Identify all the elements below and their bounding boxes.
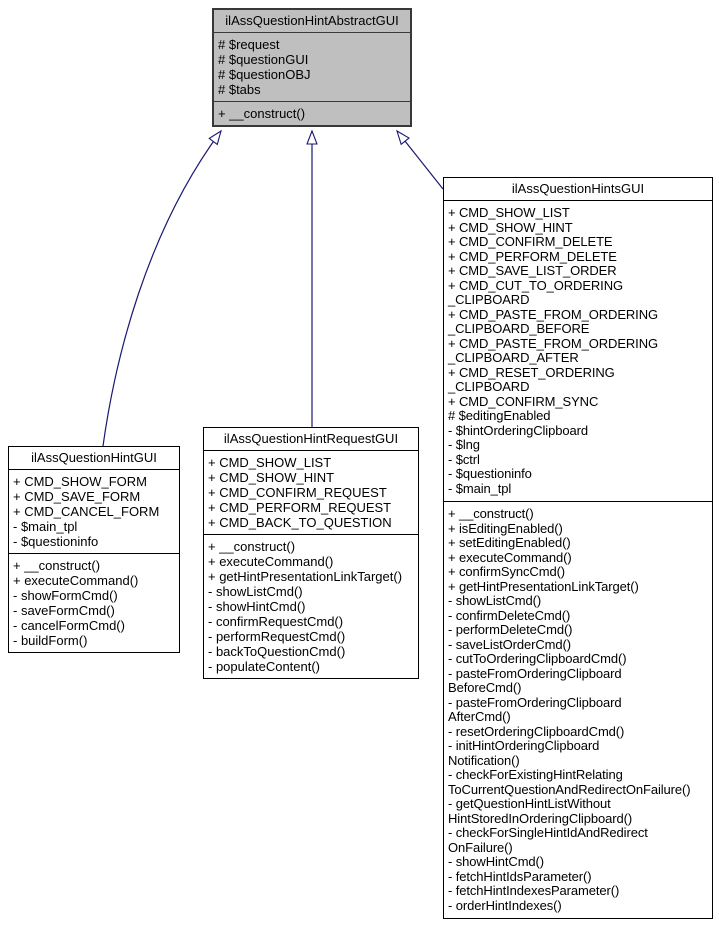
- class-member: + __construct(): [208, 539, 296, 554]
- class-member: _CLIPBOARD_AFTER: [448, 350, 579, 365]
- class-member: # $editingEnabled: [448, 408, 551, 423]
- class-member: + CMD_CONFIRM_DELETE: [448, 234, 613, 249]
- class-member: ToCurrentQuestionAndRedirectOnFailure(): [448, 781, 691, 797]
- class-member: - pasteFromOrderingClipboard: [448, 665, 622, 681]
- class-member: BeforeCmd(): [448, 680, 522, 695]
- class-member: + CMD_CANCEL_FORM: [13, 504, 160, 519]
- class-member: + isEditingEnabled(): [448, 520, 563, 536]
- class-member: - $questioninfo: [448, 466, 532, 481]
- class-member: - showFormCmd(): [13, 588, 118, 603]
- class-member: _CLIPBOARD: [448, 379, 530, 394]
- class-member: + CMD_CUT_TO_ORDERING: [448, 277, 623, 293]
- class-member: + confirmSyncCmd(): [448, 564, 566, 579]
- class-member: + CMD_RESET_ORDERING: [448, 364, 615, 380]
- class-member: - populateContent(): [208, 659, 321, 674]
- class-member: - fetchHintIndexesParameter(): [448, 883, 620, 898]
- class-name: ilAssQuestionHintGUI: [9, 447, 179, 470]
- class-member: - showHintCmd(): [448, 854, 545, 869]
- class-methods: [204, 535, 418, 678]
- class-member: + CMD_SHOW_HINT: [208, 470, 335, 485]
- class-member: + CMD_SHOW_LIST: [208, 455, 332, 470]
- class-member: + CMD_CONFIRM_REQUEST: [208, 485, 387, 500]
- class-member: - performRequestCmd(): [208, 629, 346, 644]
- class-fields: [204, 451, 418, 535]
- class-member: AfterCmd(): [448, 709, 511, 724]
- class-member: + __construct(): [218, 106, 306, 121]
- class-member: + CMD_SAVE_LIST_ORDER: [448, 263, 617, 278]
- class-member: - pasteFromOrderingClipboard: [448, 694, 622, 710]
- class-methods: [444, 502, 712, 918]
- class-member: - checkForSingleHintIdAndRedirect: [448, 825, 648, 840]
- class-member: - buildForm(): [13, 633, 88, 648]
- class-member: - performDeleteCmd(): [448, 622, 573, 637]
- class-member: + executeCommand(): [13, 573, 139, 588]
- class-node-ilassquestionhintsgui[interactable]: [443, 177, 713, 919]
- class-node-ilassquestionhintgui[interactable]: [8, 446, 180, 653]
- class-member: - $questioninfo: [13, 534, 99, 549]
- class-member: + CMD_SHOW_LIST: [448, 205, 570, 220]
- class-member: - checkForExistingHintRelating: [448, 767, 623, 782]
- class-member: + getHintPresentationLinkTarget(): [448, 578, 639, 594]
- class-member: _CLIPBOARD_BEFORE: [448, 321, 590, 336]
- class-member: - $hintOrderingClipboard: [448, 422, 588, 438]
- class-member: - showListCmd(): [208, 584, 303, 599]
- class-member: - showHintCmd(): [208, 599, 306, 614]
- class-methods: [214, 102, 410, 125]
- class-member: - fetchHintIdsParameter(): [448, 868, 592, 884]
- class-member: + CMD_CONFIRM_SYNC: [448, 393, 599, 409]
- class-member: - cancelFormCmd(): [13, 618, 125, 633]
- class-member: # $request: [218, 37, 280, 52]
- class-member: + CMD_PASTE_FROM_ORDERING: [448, 306, 658, 322]
- class-member: + __construct(): [13, 558, 101, 573]
- class-fields: [214, 33, 410, 102]
- class-node-ilassquestionhintabstractgui[interactable]: [212, 8, 412, 127]
- class-member: - $main_tpl: [448, 480, 512, 496]
- class-name: ilAssQuestionHintsGUI: [444, 178, 712, 201]
- class-member: + CMD_SAVE_FORM: [13, 489, 141, 504]
- class-member: - backToQuestionCmd(): [208, 644, 346, 659]
- class-member: - getQuestionHintListWithout: [448, 796, 611, 811]
- class-member: + executeCommand(): [448, 549, 572, 565]
- class-fields: [444, 201, 712, 502]
- class-member: + CMD_BACK_TO_QUESTION: [208, 515, 392, 530]
- class-member: # $questionGUI: [218, 52, 309, 67]
- class-member: - orderHintIndexes(): [448, 897, 562, 913]
- class-name: ilAssQuestionHintRequestGUI: [204, 428, 418, 451]
- class-member: - saveFormCmd(): [13, 603, 115, 618]
- class-member: - confirmRequestCmd(): [208, 614, 344, 629]
- class-member: - $lng: [448, 437, 480, 452]
- class-member: - initHintOrderingClipboard: [448, 738, 600, 753]
- class-member: - confirmDeleteCmd(): [448, 607, 571, 623]
- class-member: # $questionOBJ: [218, 67, 311, 82]
- class-member: HintStoredInOrderingClipboard(): [448, 810, 633, 826]
- class-member: OnFailure(): [448, 839, 513, 855]
- class-member: - resetOrderingClipboardCmd(): [448, 723, 625, 739]
- class-member: + __construct(): [448, 506, 534, 521]
- class-name: ilAssQuestionHintAbstractGUI: [214, 10, 410, 33]
- class-member: - $main_tpl: [13, 519, 78, 534]
- generalization-edge-hint: [103, 131, 221, 446]
- class-member: - showListCmd(): [448, 593, 542, 608]
- class-member: + getHintPresentationLinkTarget(): [208, 569, 403, 584]
- class-member: + executeCommand(): [208, 554, 334, 569]
- class-member: - cutToOrderingClipboardCmd(): [448, 651, 627, 666]
- class-member: + CMD_PASTE_FROM_ORDERING: [448, 335, 658, 351]
- class-member: - saveListOrderCmd(): [448, 636, 571, 652]
- class-fields: [9, 470, 179, 554]
- class-member: + CMD_PERFORM_REQUEST: [208, 500, 392, 515]
- class-member: # $tabs: [218, 82, 261, 97]
- class-node-ilassquestionhintrequestgui[interactable]: [203, 427, 419, 679]
- class-member: + CMD_SHOW_FORM: [13, 474, 147, 489]
- generalization-edge-hints: [397, 131, 443, 189]
- class-member: + CMD_PERFORM_DELETE: [448, 248, 617, 264]
- class-member: _CLIPBOARD: [448, 292, 530, 307]
- class-member: Notification(): [448, 752, 520, 768]
- class-methods: [9, 554, 179, 652]
- class-member: + setEditingEnabled(): [448, 535, 571, 550]
- class-member: - $ctrl: [448, 451, 480, 467]
- class-member: + CMD_SHOW_HINT: [448, 219, 573, 235]
